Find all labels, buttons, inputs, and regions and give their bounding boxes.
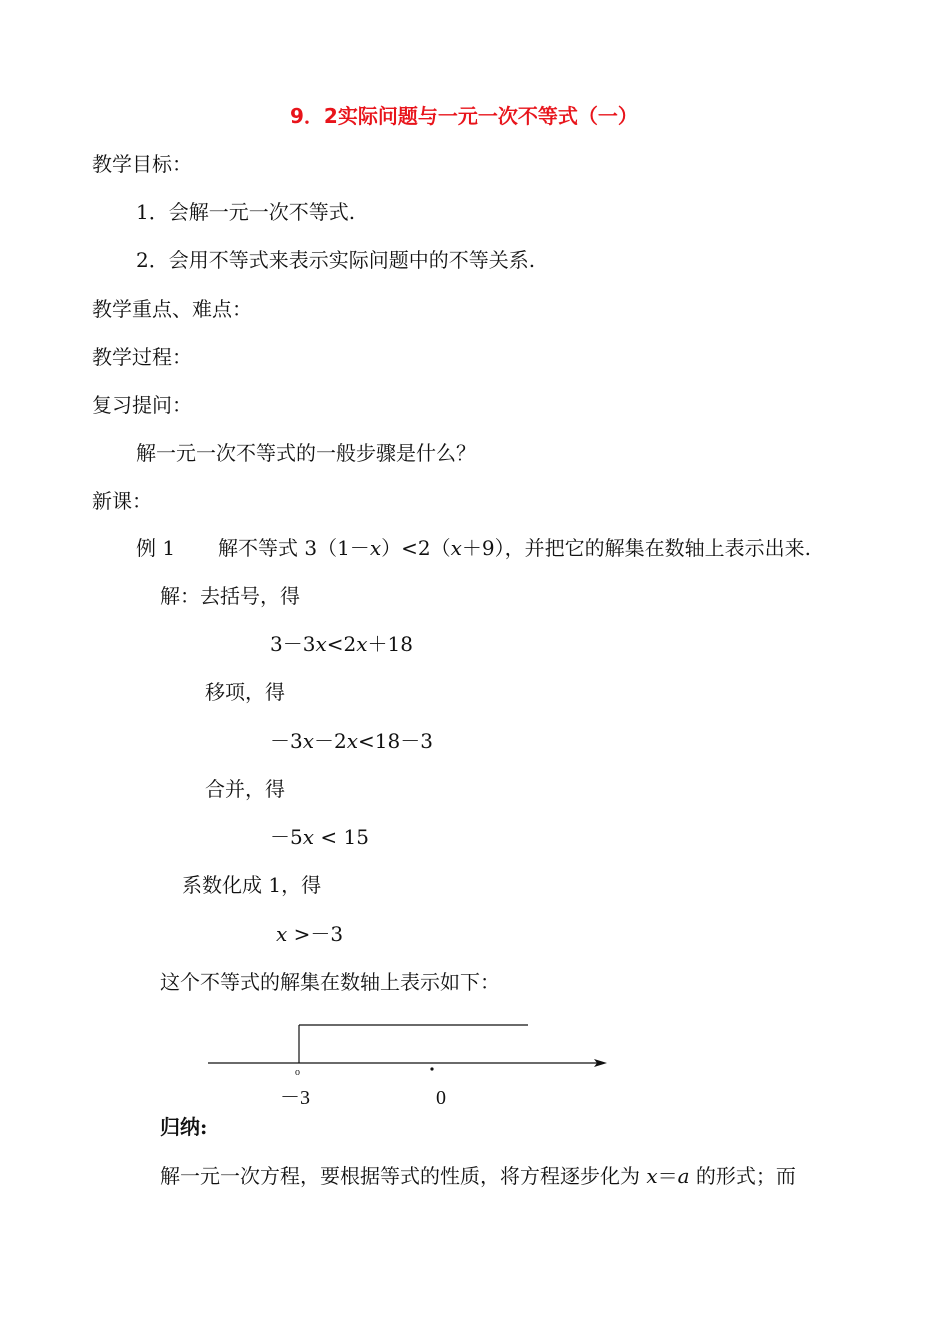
variable-x: x	[346, 729, 359, 753]
summary-part: 的形式；而	[689, 1164, 796, 1188]
summary-part: 解一元一次方程，要根据等式的性质，将方程逐步化为	[160, 1164, 647, 1188]
eq-part: <2	[326, 632, 357, 656]
key-points-heading: 教学重点、难点：	[92, 297, 252, 321]
variable-x: x	[302, 729, 315, 753]
step-2-equation	[270, 727, 433, 755]
example-text-c: ＋9），并把它的解集在数轴上表示出来.	[461, 536, 811, 560]
variable-x: x	[369, 536, 382, 560]
number-line-intro: 这个不等式的解集在数轴上表示如下：	[160, 970, 500, 994]
summary-text	[160, 1162, 796, 1190]
solution-intro: 解：去括号，得	[160, 584, 300, 608]
variable-x: x	[276, 922, 288, 946]
eq-part: >－3	[287, 922, 344, 946]
goal-item-1: 1．会解一元一次不等式.	[136, 200, 356, 224]
example-label: 例 1	[136, 536, 176, 560]
variable-x: x	[450, 536, 462, 560]
step-4-result	[276, 920, 343, 948]
coefficient-label: 系数化成 1，得	[182, 873, 322, 897]
goal-item-2: 2．会用不等式来表示实际问题中的不等关系.	[136, 248, 536, 272]
number-line-diagram	[0, 1010, 950, 1130]
example-statement	[218, 534, 811, 562]
eq-part: －3	[270, 729, 303, 753]
new-lesson-heading: 新课：	[92, 489, 152, 513]
eq-part: <18－3	[358, 729, 433, 753]
summary-heading: 归纳:	[160, 1115, 208, 1139]
variable-x: x	[646, 1164, 658, 1188]
page-title: 9．2实际问题与一元一次不等式（一）	[290, 104, 638, 128]
eq-part: 3－3	[270, 632, 316, 656]
tick-label-zero: 0	[436, 1087, 446, 1109]
variable-x: x	[302, 825, 315, 849]
eq-part: －2	[314, 729, 347, 753]
process-heading: 教学过程：	[92, 345, 192, 369]
zero-dot	[430, 1067, 433, 1070]
combine-label: 合并，得	[205, 777, 285, 801]
eq-part: ＋18	[367, 632, 413, 656]
step-1-equation	[270, 630, 413, 658]
step-3-equation	[270, 823, 369, 851]
open-circle-marker: o	[295, 1067, 300, 1078]
example-text-a: 解不等式 3（1－	[218, 536, 370, 560]
example-text-b: ）<2（	[381, 536, 451, 560]
summary-part: ＝	[657, 1164, 678, 1188]
variable-a: a	[677, 1164, 690, 1188]
eq-part: < 15	[314, 825, 369, 849]
variable-x: x	[315, 632, 327, 656]
review-heading: 复习提问：	[92, 393, 192, 417]
move-terms-label: 移项，得	[205, 680, 285, 704]
eq-part: －5	[270, 825, 303, 849]
variable-x: x	[356, 632, 368, 656]
tick-label-minus3: －3	[280, 1087, 310, 1109]
goals-heading: 教学目标：	[92, 152, 192, 176]
review-question: 解一元一次不等式的一般步骤是什么？	[136, 441, 476, 465]
